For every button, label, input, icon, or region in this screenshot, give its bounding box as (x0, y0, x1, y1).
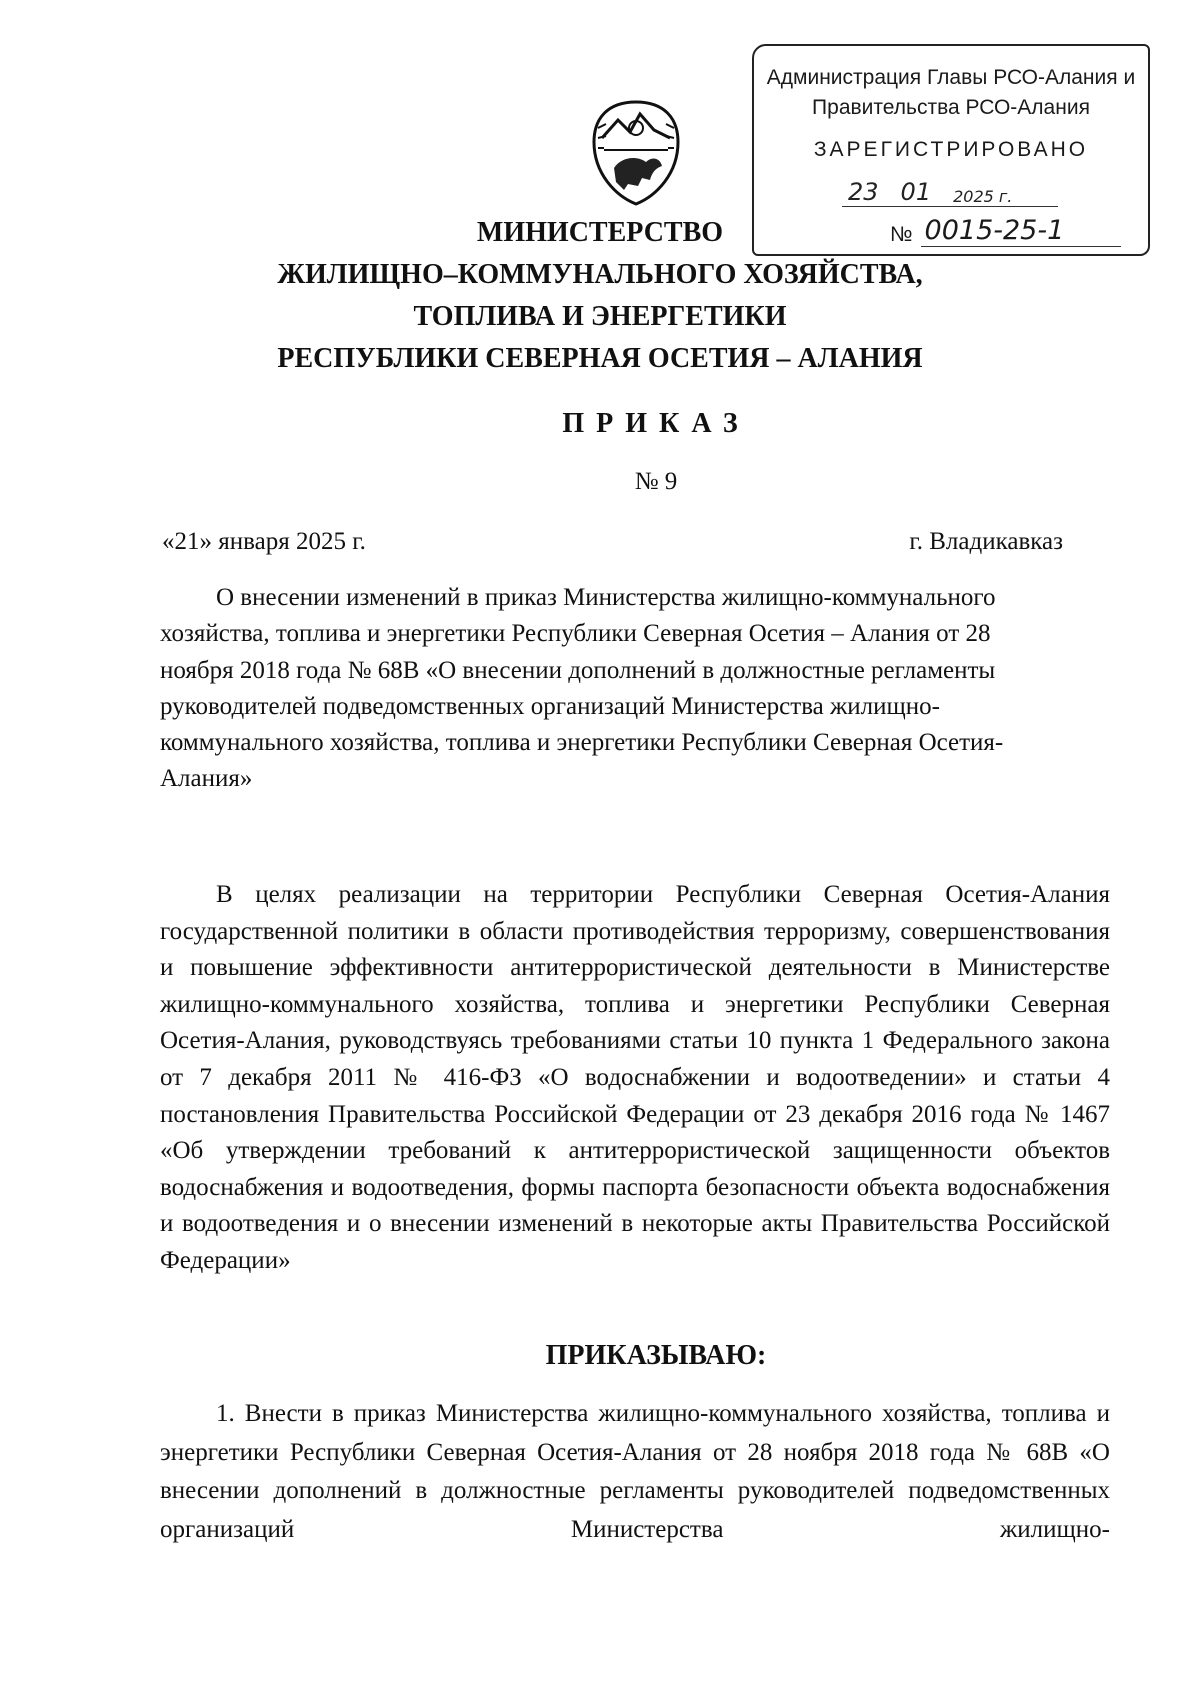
preamble (160, 877, 1110, 1280)
document-title: ПРИКАЗ (562, 408, 750, 439)
stamp-date-day: 23 (848, 178, 879, 206)
order-city: г. Владикавказ (909, 528, 1063, 555)
ministry-name-line3: ТОПЛИВА И ЭНЕРГЕТИКИ (413, 301, 787, 332)
order-directive-heading: ПРИКАЗЫВАЮ: (545, 1340, 767, 1371)
coat-of-arms-icon (588, 98, 684, 208)
stamp-government-line: Правительства РСО-Алания (812, 96, 1090, 119)
order-number: № 9 (634, 468, 678, 495)
order-date: «21» января 2025 г. (162, 528, 366, 555)
ministry-name-line1: МИНИСТЕРСТВО (476, 217, 724, 248)
stamp-authority-line: Администрация Главы РСО-Алания и (766, 66, 1136, 89)
stamp-registered-label: ЗАРЕГИСТРИРОВАНО (813, 138, 1089, 161)
order-item-1-text: 1. Внести в приказ Министерства жилищно-коммунального хозяйства, топлива и энергетики Республики Северная Осетия-Алания от 28 ноября 2018 года № 68В «О внесении дополнений в должностные регламенты руководителей подведомственных организаций Министерства жилищно- (160, 1400, 1110, 1543)
stamp-date-year: 2025 г. (953, 187, 1013, 206)
preamble-text: В целях реализации на территории Республики Северная Осетия-Алания государственной политики в области противодействия терроризму, совершенствования и повышение эффективности антитеррористической деятельности в Министерстве жилищно-коммунального хозяйства, топлива и энергетики Республики Северная Осетия-Алания, руководствуясь требованиями статьи 10 пункта 1 Федерального закона от 7 декабря 2011 № 416-ФЗ «О водоснабжении и водоотведении» и статьи 4 постановления Правительства Российской Федерации от 23 декабря 2016 года № 1467 «Об утверждении требований к антитеррористической защищенности объектов водоснабжения и водоотведения, формы паспорта безопасности объекта водоснабжения и водоотведения и о внесении изменений в некоторые акты Правительства Российской Федерации» (160, 881, 1110, 1274)
order-subject (160, 580, 1066, 798)
order-item-1 (160, 1395, 1110, 1549)
ministry-header (0, 212, 1200, 380)
ministry-name-line2: ЖИЛИЩНО–КОММУНАЛЬНОГО ХОЗЯЙСТВА, (277, 259, 923, 290)
stamp-date-month: 01 (900, 178, 932, 206)
stamp-number-value: 0015-25-1 (921, 216, 1121, 247)
stamp-number-label: № (890, 223, 913, 246)
stamp-date (842, 174, 1058, 207)
ministry-name-line4: РЕСПУБЛИКИ СЕВЕРНАЯ ОСЕТИЯ – АЛАНИЯ (277, 343, 923, 374)
order-subject-text: О внесении изменений в приказ Министерства жилищно-коммунального хозяйства, топлива и энергетики Республики Северная Осетия – Алания от 28 ноября 2018 года № 68В «О внесении дополнений в должностные регламенты руководителей подведомственных организаций Министерства жилищно-коммунального хозяйства, топлива и энергетики Республики Северная Осетия-Алания» (160, 584, 1004, 793)
